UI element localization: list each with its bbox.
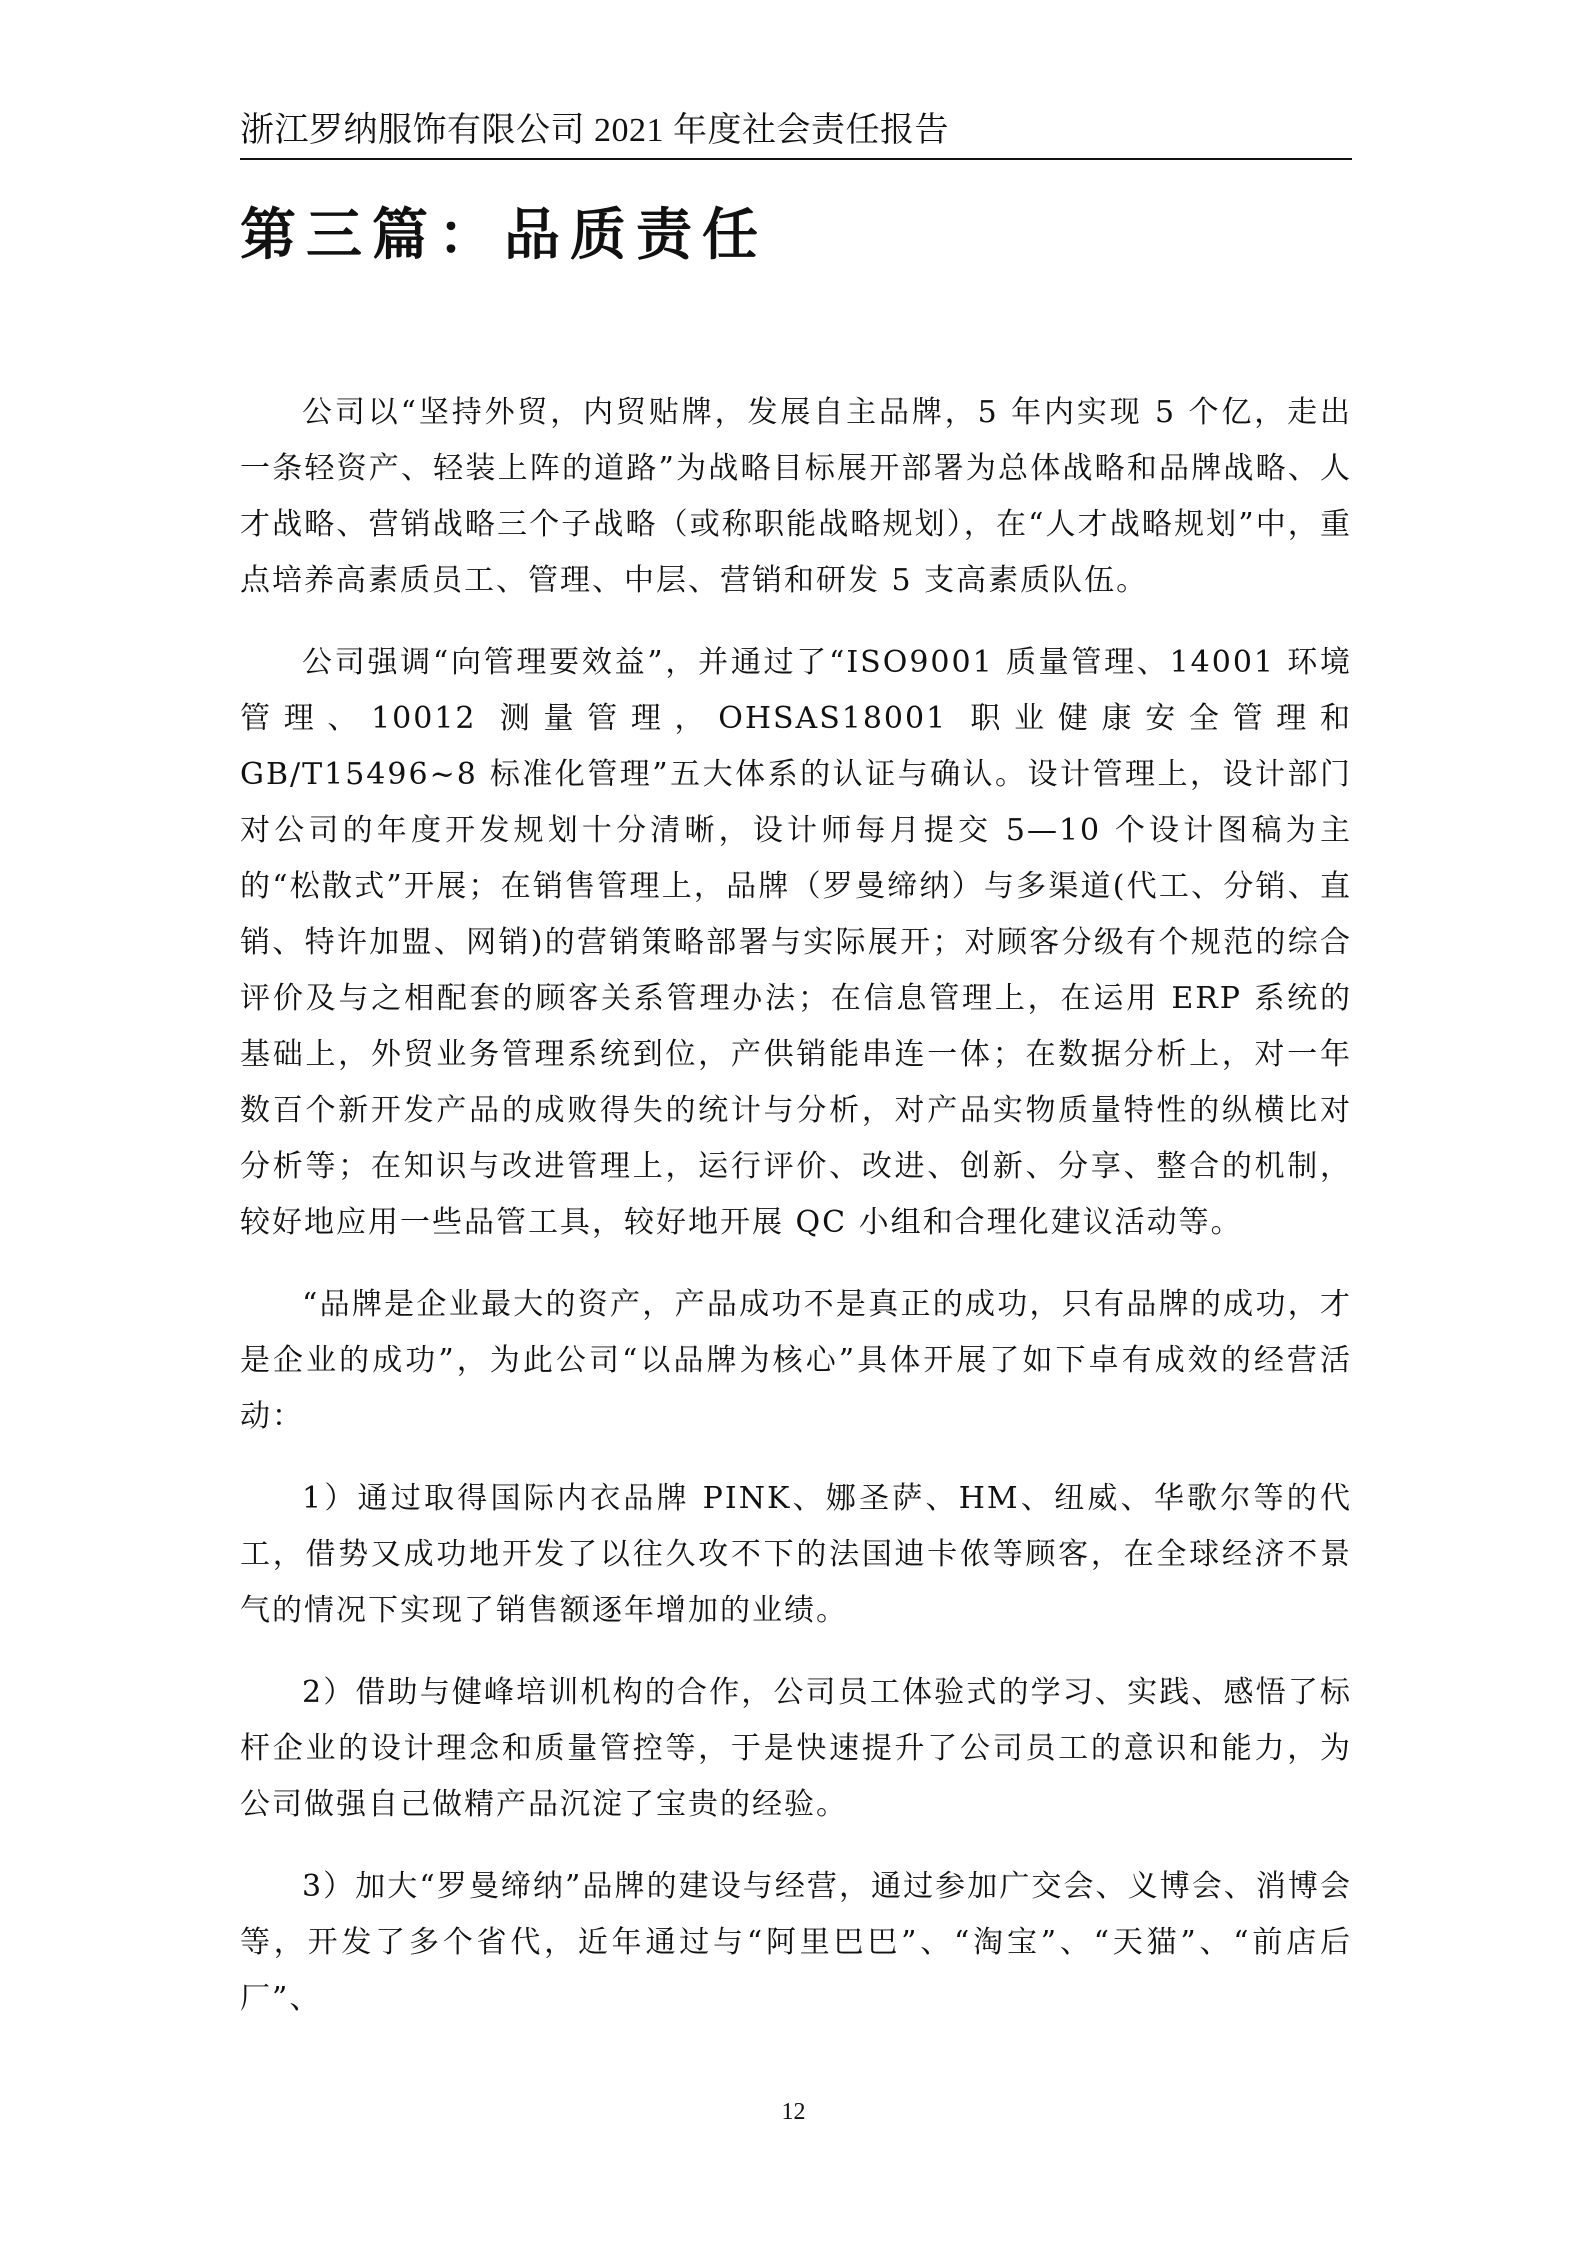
header-divider <box>240 158 1352 160</box>
paragraph-item-2: 2）借助与健峰培训机构的合作，公司员工体验式的学习、实践、感悟了标杆企业的设计理念和质量管控等，于是快速提升了公司员工的意识和能力，为公司做强自己做精产品沉淀了宝贵的经验。 <box>240 1675 1352 1822</box>
body-text <box>240 385 1352 2053</box>
paragraph-strategy: 公司以“坚持外贸，内贸贴牌，发展自主品牌，5 年内实现 5 个亿，走出一条轻资产、轻装上阵的道路”为战略目标展开部署为总体战略和品牌战略、人才战略、营销战略三个子战略（或称职能战略规划），在“人才战略规划”中，重点培养高素质员工、管理、中层、营销和研发 5 支高素质队伍。 <box>240 395 1352 598</box>
page-number: 12 <box>781 2099 806 2125</box>
paragraph-item-3: 3）加大“罗曼缔纳”品牌的建设与经营，通过参加广交会、义博会、消博会等，开发了多个省代，近年通过与“阿里巴巴”、“淘宝”、“天猫”、“前店后厂”、 <box>240 1869 1352 2016</box>
chapter-title: 第三篇：品质责任 <box>240 203 768 268</box>
paragraph-item-1: 1）通过取得国际内衣品牌 PINK、娜圣萨、HM、纽威、华歌尔等的代工，借势又成功地开发了以往久攻不下的法国迪卡侬等顾客，在全球经济不景气的情况下实现了销售额逐年增加的业绩。 <box>240 1481 1352 1628</box>
report-header: 浙江罗纳服饰有限公司 2021 年度社会责任报告 <box>240 112 949 149</box>
paragraph-management: 公司强调“向管理要效益”，并通过了“ISO9001 质量管理、14001 环境管理、10012 测量管理，OHSAS18001 职业健康安全管理和 GB/T15496~8 标准化管理”五大体系的认证与确认。设计管理上，设计部门对公司的年度开发规划十分清晰，设计师每月提交 5—10 个设计图稿为主的“松散式”开展；在销售管理上，品牌（罗曼缔纳）与多渠道(代工、分销、直销、特许加盟、网销)的营销策略部署与实际展开；对顾客分级有个规范的综合评价及与之相配套的顾客关系管理办法；在信息管理上，在运用 ERP 系统的基础上，外贸业务管理系统到位，产供销能串连一体；在数据分析上，对一年数百个新开发产品的成败得失的统计与分析，对产品实物质量特性的纵横比对分析等；在知识与改进管理上，运行评价、改进、创新、分享、整合的机制，较好地应用一些品管工具，较好地开展 QC 小组和合理化建议活动等。 <box>240 645 1352 1240</box>
paragraph-brand: “品牌是企业最大的资产，产品成功不是真正的成功，只有品牌的成功，才是企业的成功”，为此公司“以品牌为核心”具体开展了如下卓有成效的经营活动： <box>240 1287 1352 1434</box>
